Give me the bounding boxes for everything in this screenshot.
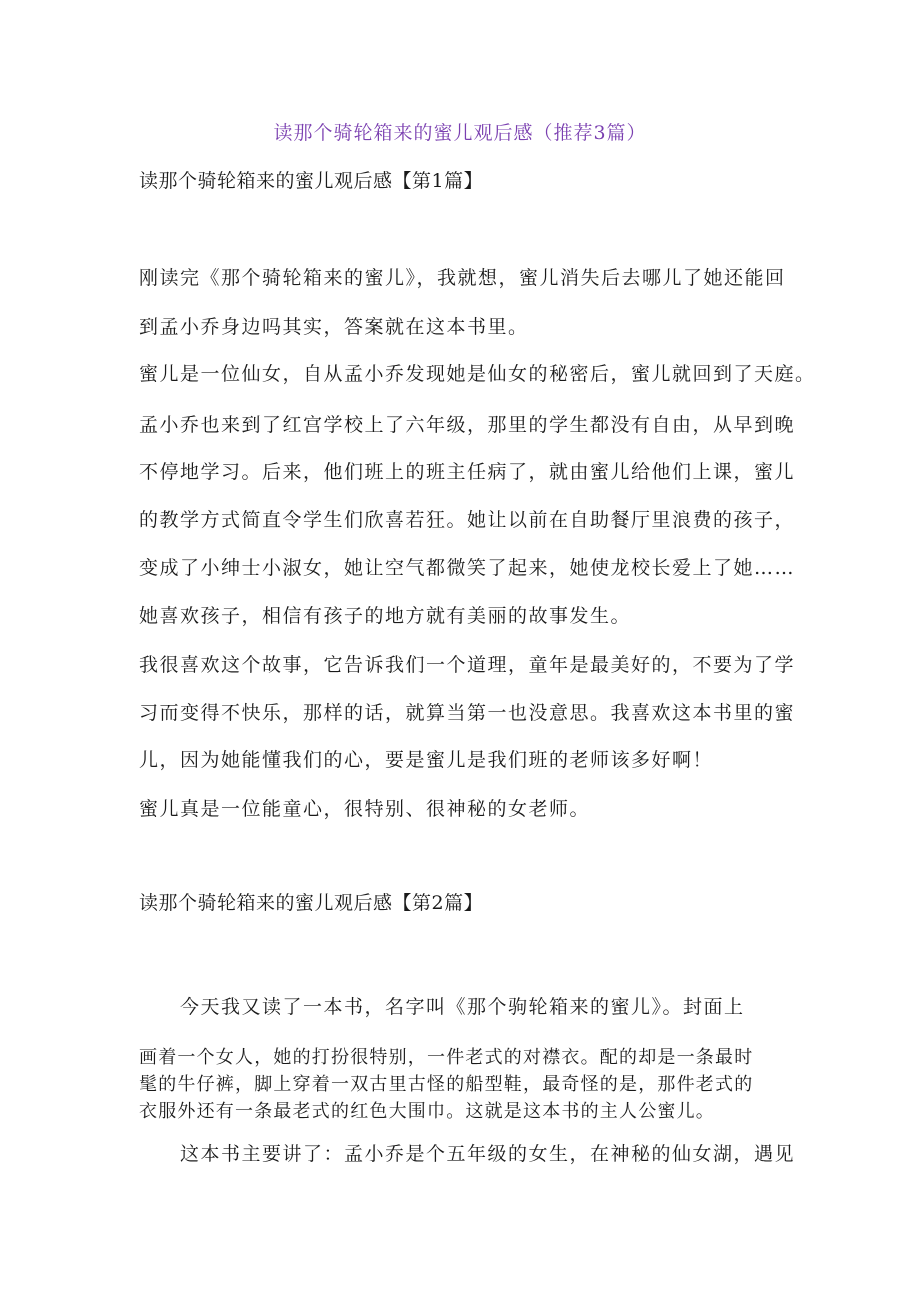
paragraph-line: 到孟小乔身边吗其实，答案就在这本书里。 — [139, 316, 529, 338]
paragraph-line: 习而变得不快乐，那样的话，就算当第一也没意思。我喜欢这本书里的蜜 — [139, 702, 796, 724]
paragraph-line: 我很喜欢这个故事，它告诉我们一个道理，童年是最美好的，不要为了学 — [139, 654, 796, 676]
paragraph-line: 的教学方式简直令学生们欣喜若狂。她让以前在自助餐厅里浪费的孩子， — [139, 509, 796, 531]
paragraph-line: 她喜欢孩子，相信有孩子的地方就有美丽的故事发生。 — [139, 605, 632, 627]
paragraph-line: 变成了小绅士小淑女，她让空气都微笑了起来，她使龙校长爱上了她…… — [139, 557, 796, 579]
paragraph-line: 髦的牛仔裤，脚上穿着一双古里古怪的船型鞋，最奇怪的是，那件老式的 — [139, 1074, 754, 1095]
paragraph-line: 这本书主要讲了：孟小乔是个五年级的女生，在神秘的仙女湖，遇见 — [180, 1143, 796, 1165]
paragraph-line: 衣服外还有一条最老式的红色大围巾。这就是这本书的主人公蜜儿。 — [139, 1101, 715, 1122]
paragraph-line: 孟小乔也来到了红宫学校上了六年级，那里的学生都没有自由，从早到晚 — [139, 414, 796, 436]
paragraph-line: 儿，因为她能懂我们的心，要是蜜儿是我们班的老师该多好啊！ — [139, 749, 714, 771]
paragraph-line: 画着一个女人，她的打扮很特别，一件老式的对襟衣。配的却是一条最时 — [139, 1047, 754, 1068]
paragraph-line: 蜜儿是一位仙女，自从孟小乔发现她是仙女的秘密后，蜜儿就回到了天庭。 — [139, 363, 816, 385]
paragraph-line: 今天我又读了一本书，名字叫《那个驹轮箱来的蜜儿》。封面上 — [180, 996, 745, 1018]
section-1-heading: 读那个骑轮箱来的蜜儿观后感【第1篇】 — [139, 170, 484, 192]
section-2-heading: 读那个骑轮箱来的蜜儿观后感【第2篇】 — [139, 892, 484, 914]
document-title: 读那个骑轮箱来的蜜儿观后感（推荐3篇） — [273, 122, 647, 144]
paragraph-line: 刚读完《那个骑轮箱来的蜜儿》，我就想，蜜儿消失后去哪儿了她还能回 — [139, 267, 786, 289]
paragraph-line: 蜜儿真是一位能童心，很特别、很神秘的女老师。 — [139, 798, 591, 820]
paragraph-line: 不停地学习。后来，他们班上的班主任病了，就由蜜儿给他们上课，蜜儿 — [139, 461, 796, 483]
